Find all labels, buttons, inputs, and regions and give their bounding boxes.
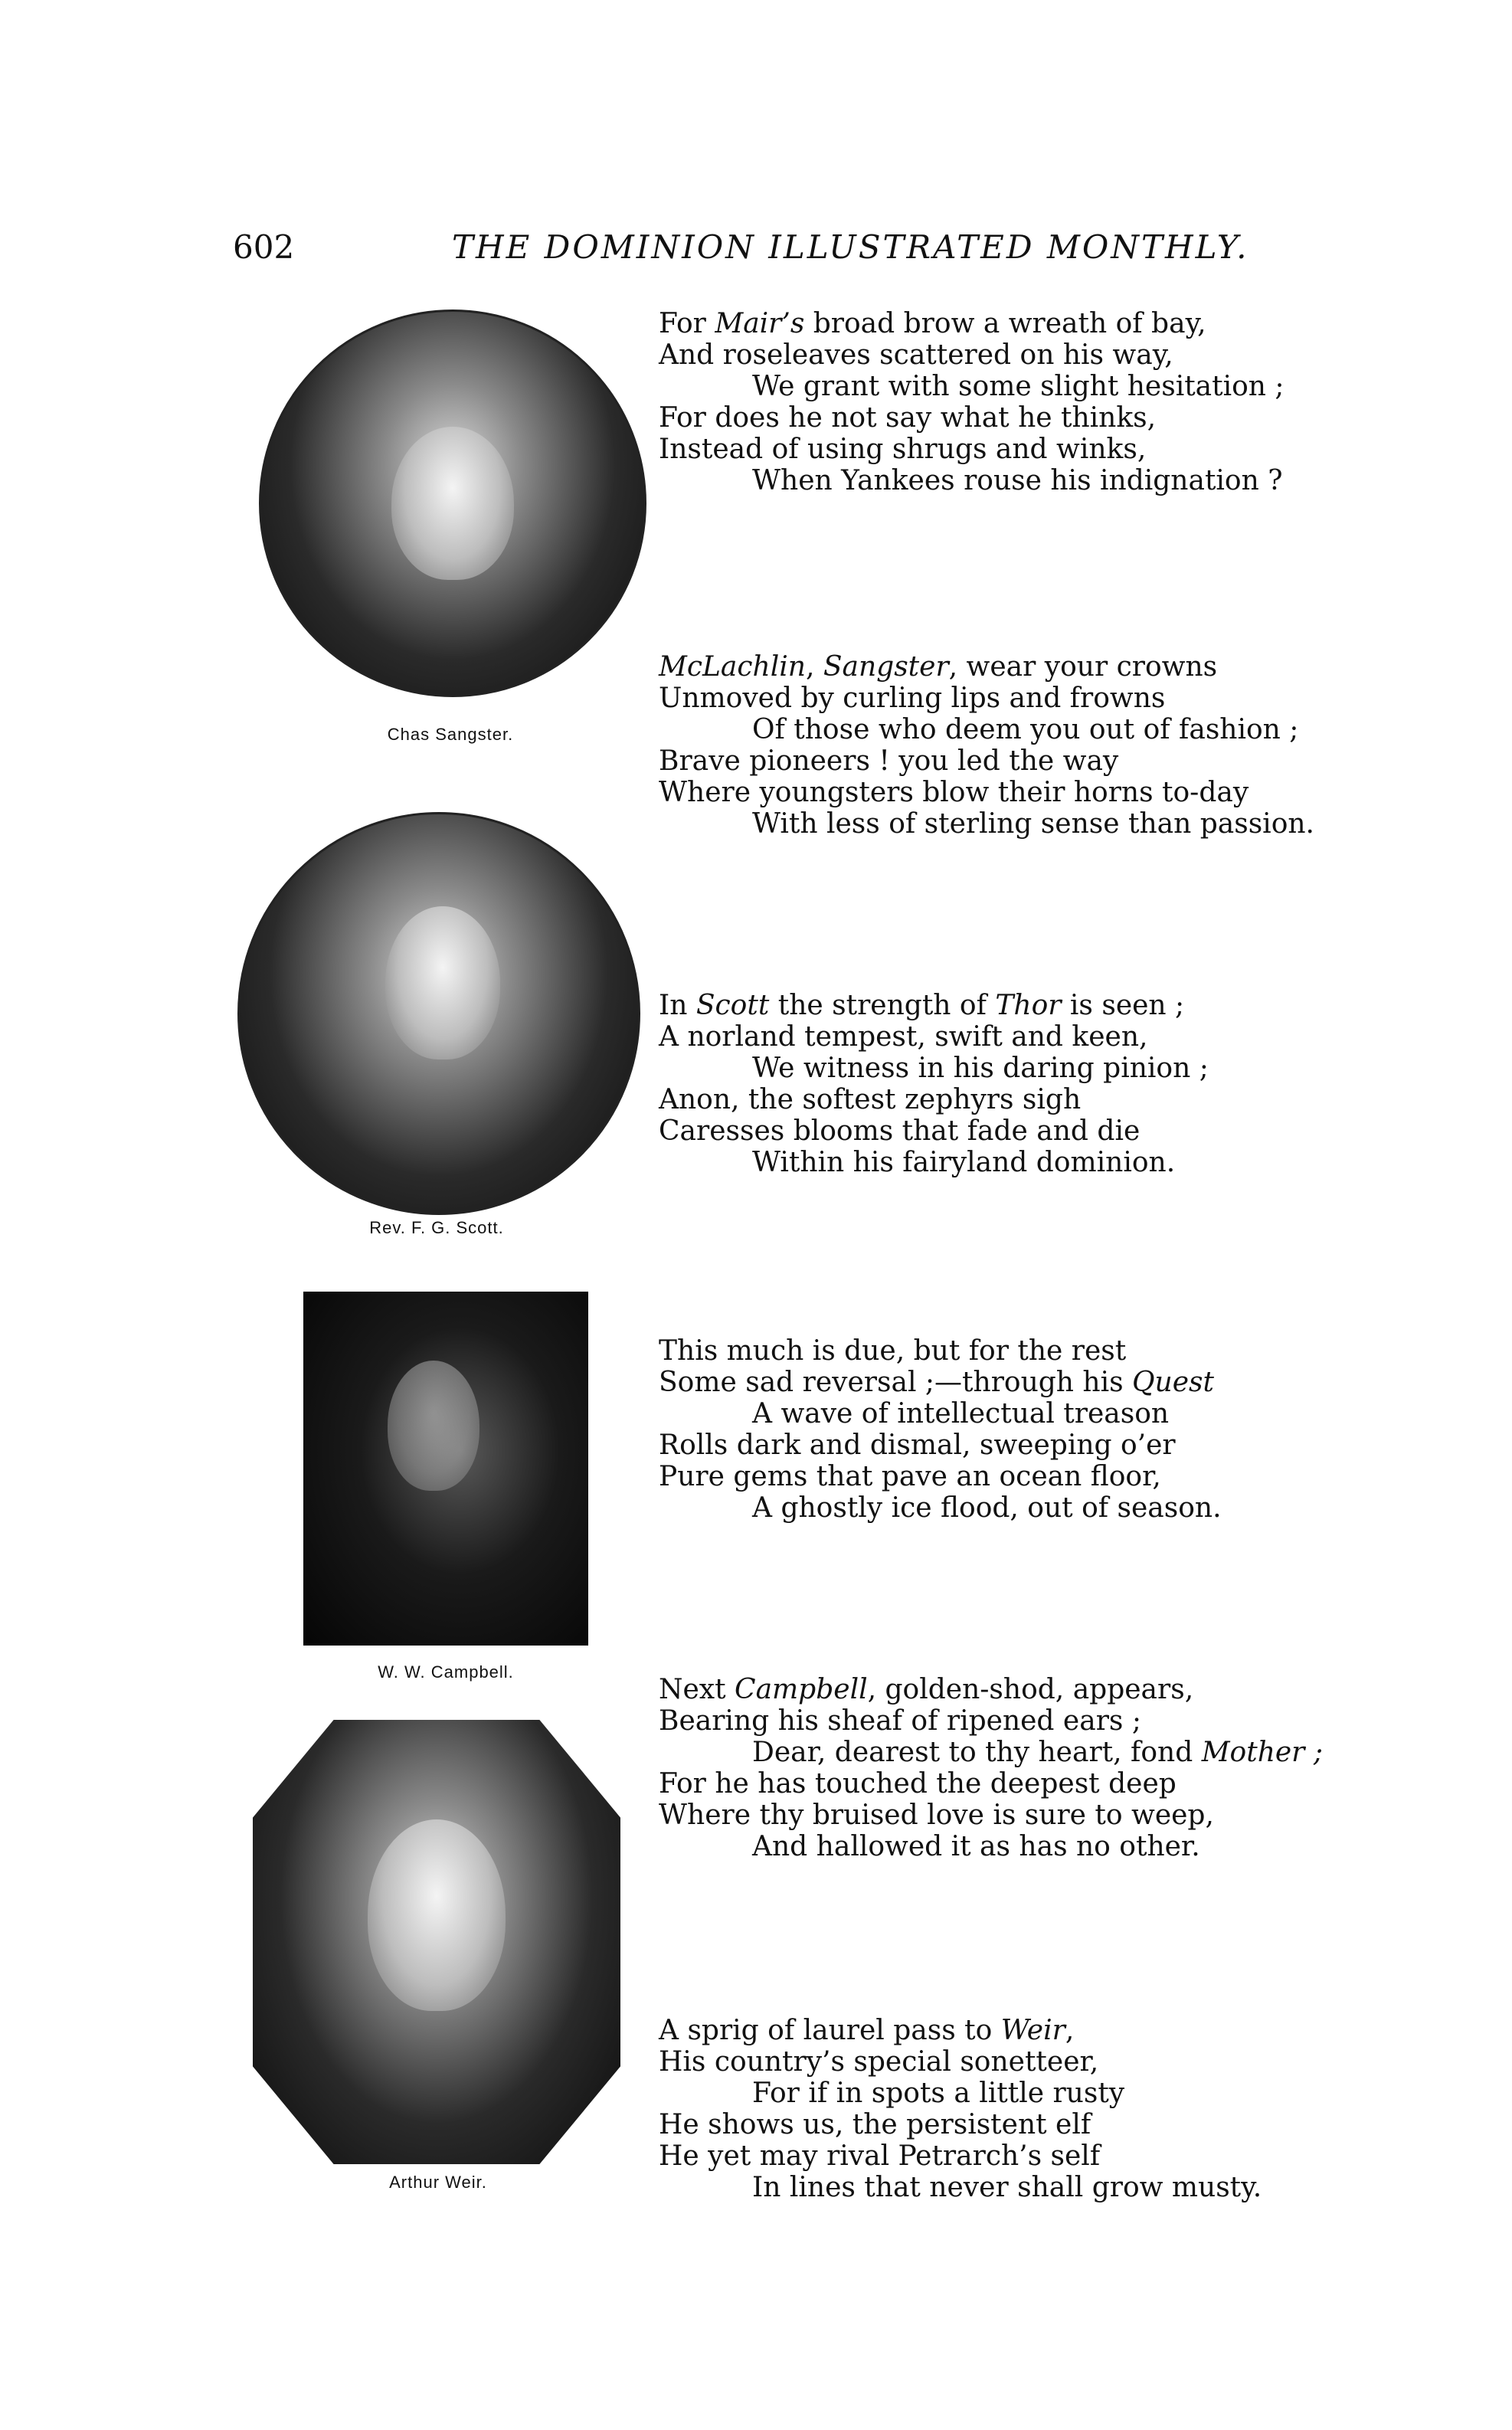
face xyxy=(391,427,514,580)
verse-line: McLachlin, Sangster, wear your crowns xyxy=(659,651,1218,683)
verse-line: For if in spots a little rusty xyxy=(752,2078,1125,2109)
verse-line: A ghostly ice flood, out of season. xyxy=(752,1492,1222,1524)
verse-line: Bearing his sheaf of ripened ears ; xyxy=(659,1705,1141,1737)
caption-scott: Rev. F. G. Scott. xyxy=(369,1218,504,1237)
stanza-2 xyxy=(659,651,1463,840)
verse-line: He shows us, the persistent elf xyxy=(659,2109,1091,2140)
verse-line: In lines that never shall grow musty. xyxy=(752,2172,1262,2203)
face xyxy=(388,1361,479,1491)
verse-line: With less of sterling sense than passion. xyxy=(752,808,1314,840)
verse-line: Brave pioneers ! you led the way xyxy=(659,745,1119,777)
portrait-weir xyxy=(253,1720,620,2164)
verse-line: When Yankees rouse his indignation ? xyxy=(752,465,1283,496)
verse-line: Next Campbell, golden-shod, appears, xyxy=(659,1674,1194,1705)
verse-line: His country’s special sonetteer, xyxy=(659,2046,1099,2078)
verse-line: For he has touched the deepest deep xyxy=(659,1768,1177,1800)
stanza-5 xyxy=(659,1674,1463,1862)
portrait-campbell xyxy=(303,1292,588,1646)
verse-line: Where youngsters blow their horns to-day xyxy=(659,777,1249,808)
verse-line: Caresses blooms that fade and die xyxy=(659,1115,1141,1147)
face xyxy=(385,906,500,1059)
caption-weir: Arthur Weir. xyxy=(389,2173,487,2192)
portrait-scott xyxy=(237,812,640,1215)
verse-line: Rolls dark and dismal, sweeping o’er xyxy=(659,1430,1176,1461)
stanza-1 xyxy=(659,308,1463,496)
verse-line: A norland tempest, swift and keen, xyxy=(659,1021,1148,1053)
stanza-6 xyxy=(659,2015,1463,2203)
verse-line: Anon, the softest zephyrs sigh xyxy=(659,1084,1082,1115)
verse-line: And hallowed it as has no other. xyxy=(752,1831,1200,1862)
verse-line: Unmoved by curling lips and frowns xyxy=(659,683,1166,714)
verse-line: For does he not say what he thinks, xyxy=(659,402,1157,434)
verse-line: We grant with some slight hesitation ; xyxy=(752,371,1285,402)
verse-line: Where thy bruised love is sure to weep, xyxy=(659,1800,1214,1831)
verse-line: A sprig of laurel pass to Weir, xyxy=(659,2015,1075,2046)
caption-sangster: Chas Sangster. xyxy=(387,725,514,744)
verse-line: This much is due, but for the rest xyxy=(659,1335,1127,1367)
caption-campbell: W. W. Campbell. xyxy=(378,1662,514,1682)
stanza-4 xyxy=(659,1335,1463,1524)
verse-line: In Scott the strength of Thor is seen ; xyxy=(659,990,1185,1021)
verse-line: Pure gems that pave an ocean floor, xyxy=(659,1461,1161,1492)
stanza-3 xyxy=(659,990,1463,1178)
face xyxy=(368,1819,506,2011)
running-title: THE DOMINION ILLUSTRATED MONTHLY. xyxy=(452,228,1249,266)
verse-line: And roseleaves scattered on his way, xyxy=(659,339,1173,371)
verse-line: Some sad reversal ;—through his Quest xyxy=(659,1367,1214,1398)
page-number: 602 xyxy=(233,228,295,266)
verse-line: Of those who deem you out of fashion ; xyxy=(752,714,1299,745)
verse-line: We witness in his daring pinion ; xyxy=(752,1053,1209,1084)
verse-line: For Mair’s broad brow a wreath of bay, xyxy=(659,308,1206,339)
verse-line: Dear, dearest to thy heart, fond Mother ; xyxy=(752,1737,1323,1768)
verse-line: Within his fairyland dominion. xyxy=(752,1147,1176,1178)
portrait-sangster xyxy=(259,309,646,697)
verse-line: A wave of intellectual treason xyxy=(752,1398,1170,1430)
verse-line: Instead of using shrugs and winks, xyxy=(659,434,1147,465)
verse-line: He yet may rival Petrarch’s self xyxy=(659,2140,1101,2172)
